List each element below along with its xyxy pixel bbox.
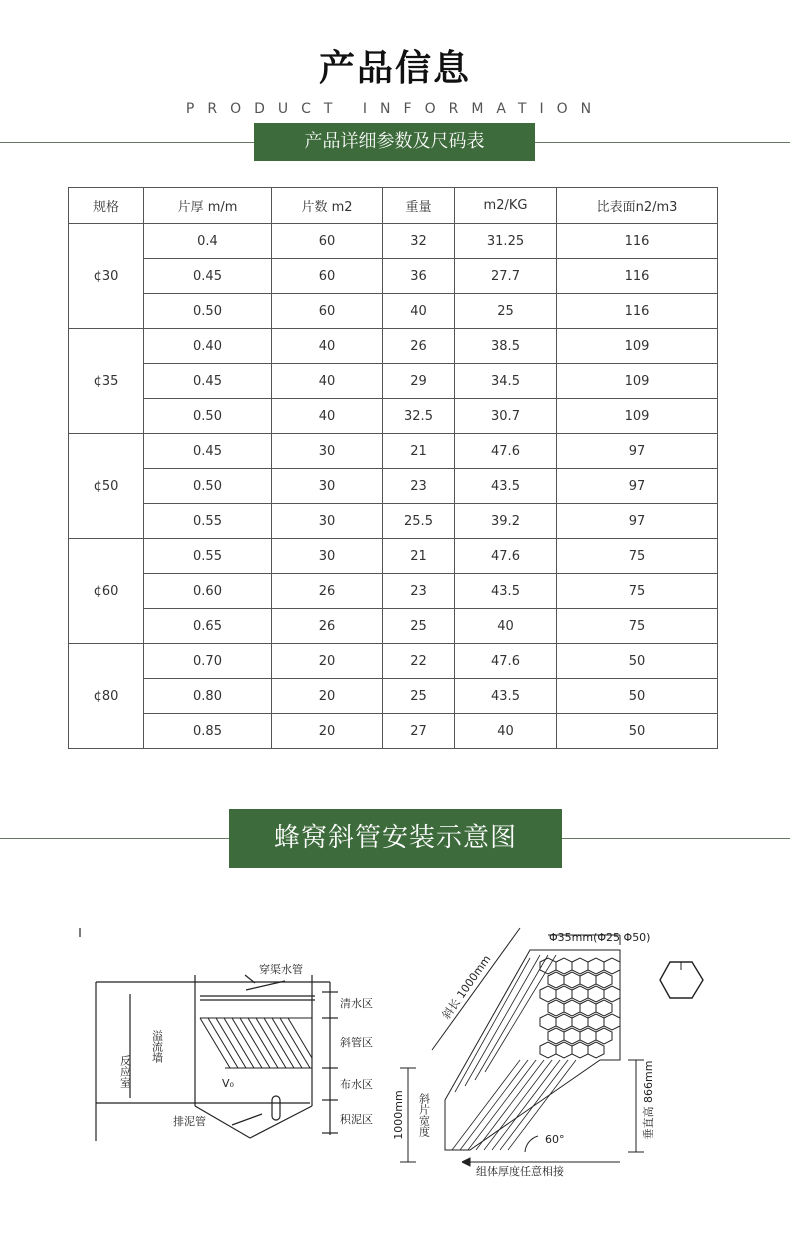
honeycomb-diagram	[400, 928, 703, 1166]
table-row	[69, 644, 718, 679]
table-cell: 30	[272, 469, 383, 504]
table-cell: 34.5	[455, 364, 557, 399]
table-cell: 0.45	[144, 259, 272, 294]
page-title: 产品信息	[318, 48, 471, 89]
column-header: 重量	[383, 188, 455, 224]
column-header: 片数 m2	[272, 188, 383, 224]
spec-cell: ¢80	[69, 644, 144, 749]
table-cell: 47.6	[455, 539, 557, 574]
table-cell: 20	[272, 714, 383, 749]
column-header: 片厚 m/m	[144, 188, 272, 224]
page-subtitle: PRODUCT INFORMATION	[185, 101, 605, 117]
installation-diagram	[0, 900, 790, 1200]
table-cell: 109	[557, 329, 718, 364]
angle-label: 60°	[545, 1133, 565, 1146]
table-row	[69, 224, 718, 259]
table-cell: 0.40	[144, 329, 272, 364]
table-cell: 20	[272, 644, 383, 679]
table-cell: 0.55	[144, 504, 272, 539]
table-cell: 30	[272, 504, 383, 539]
zone-distribution-label: 布水区	[340, 1078, 373, 1091]
tube-diameter-label: Φ35mm(Φ25 Φ50)	[549, 931, 651, 944]
width-dimension-label: 1000mm	[392, 1090, 405, 1140]
table-row	[69, 399, 718, 434]
table-cell: 0.4	[144, 224, 272, 259]
table-cell: 97	[557, 434, 718, 469]
column-header: 规格	[69, 188, 144, 224]
table-cell: 39.2	[455, 504, 557, 539]
table-cell: 0.70	[144, 644, 272, 679]
table-cell: 0.45	[144, 434, 272, 469]
table-cell: 40	[272, 399, 383, 434]
table-cell: 27.7	[455, 259, 557, 294]
table-row	[69, 364, 718, 399]
table-header-row	[69, 188, 718, 224]
assembly-note-label: 组体厚度任意相接	[476, 1165, 564, 1178]
spec-cell: ¢50	[69, 434, 144, 539]
table-cell: 0.65	[144, 609, 272, 644]
table-cell: 40	[455, 609, 557, 644]
sludge-pipe-label: 排泥管	[173, 1115, 206, 1128]
width-caption-label: 斜片宽度	[417, 1093, 431, 1137]
table-cell: 30.7	[455, 399, 557, 434]
table-row	[69, 679, 718, 714]
table-cell: 32	[383, 224, 455, 259]
table-row	[69, 259, 718, 294]
table-cell: 25	[455, 294, 557, 329]
table-cell: 50	[557, 679, 718, 714]
spec-table	[68, 187, 718, 749]
table-cell: 75	[557, 609, 718, 644]
table-row	[69, 714, 718, 749]
table-cell: 109	[557, 399, 718, 434]
table-cell: 26	[272, 574, 383, 609]
overflow-wall-label: 溢流墙	[150, 1030, 164, 1063]
table-cell: 0.85	[144, 714, 272, 749]
table-cell: 75	[557, 539, 718, 574]
table-cell: 116	[557, 294, 718, 329]
table-cell: 75	[557, 574, 718, 609]
table-cell: 0.50	[144, 294, 272, 329]
table-cell: 60	[272, 259, 383, 294]
table-cell: 43.5	[455, 574, 557, 609]
section1-banner: 产品详细参数及尺码表	[254, 123, 535, 161]
column-header: m2/KG	[455, 188, 557, 224]
table-cell: 30	[272, 539, 383, 574]
table-cell: 60	[272, 294, 383, 329]
table-cell: 50	[557, 714, 718, 749]
column-header: 比表面n2/m3	[557, 188, 718, 224]
table-cell: 0.50	[144, 469, 272, 504]
section2-banner: 蜂窝斜管安装示意图	[229, 809, 562, 868]
table-cell: 25.5	[383, 504, 455, 539]
table-cell: 109	[557, 364, 718, 399]
table-cell: 47.6	[455, 434, 557, 469]
table-cell: 22	[383, 644, 455, 679]
table-cell: 21	[383, 434, 455, 469]
table-cell: 47.6	[455, 644, 557, 679]
table-row	[69, 504, 718, 539]
table-row	[69, 434, 718, 469]
table-cell: 25	[383, 609, 455, 644]
table-cell: 40	[455, 714, 557, 749]
table-row	[69, 539, 718, 574]
reaction-chamber-label: 反应室	[118, 1055, 132, 1088]
table-cell: 30	[272, 434, 383, 469]
tank-diagram	[80, 928, 338, 1141]
table-row	[69, 574, 718, 609]
table-cell: 116	[557, 259, 718, 294]
table-cell: 31.25	[455, 224, 557, 259]
table-cell: 27	[383, 714, 455, 749]
table-cell: 0.45	[144, 364, 272, 399]
table-cell: 36	[383, 259, 455, 294]
table-cell: 43.5	[455, 469, 557, 504]
table-cell: 60	[272, 224, 383, 259]
table-cell: 40	[383, 294, 455, 329]
table-cell: 40	[272, 364, 383, 399]
table-cell: 25	[383, 679, 455, 714]
pipe-label: 穿渠水管	[259, 963, 303, 976]
spec-cell: ¢60	[69, 539, 144, 644]
table-cell: 0.60	[144, 574, 272, 609]
table-cell: 21	[383, 539, 455, 574]
table-cell: 50	[557, 644, 718, 679]
vertical-height-label: 垂直高 866mm	[642, 1060, 655, 1140]
table-cell: 20	[272, 679, 383, 714]
tube-length-label: 斜长 1000mm	[439, 952, 494, 1022]
table-cell: 0.80	[144, 679, 272, 714]
table-cell: 23	[383, 574, 455, 609]
zone-sludge-label: 积泥区	[340, 1113, 373, 1126]
zone-tube-label: 斜管区	[340, 1036, 373, 1049]
table-row	[69, 469, 718, 504]
zone-clear-label: 清水区	[340, 997, 373, 1010]
table-cell: 38.5	[455, 329, 557, 364]
spec-cell: ¢35	[69, 329, 144, 434]
table-cell: 26	[272, 609, 383, 644]
table-row	[69, 609, 718, 644]
table-cell: 29	[383, 364, 455, 399]
table-cell: 0.55	[144, 539, 272, 574]
spec-cell: ¢30	[69, 224, 144, 329]
velocity-label: V₀	[222, 1077, 234, 1090]
table-cell: 40	[272, 329, 383, 364]
table-cell: 116	[557, 224, 718, 259]
table-row	[69, 329, 718, 364]
table-cell: 26	[383, 329, 455, 364]
table-row	[69, 294, 718, 329]
table-cell: 0.50	[144, 399, 272, 434]
table-cell: 32.5	[383, 399, 455, 434]
table-cell: 43.5	[455, 679, 557, 714]
table-cell: 97	[557, 469, 718, 504]
table-cell: 97	[557, 504, 718, 539]
table-cell: 23	[383, 469, 455, 504]
